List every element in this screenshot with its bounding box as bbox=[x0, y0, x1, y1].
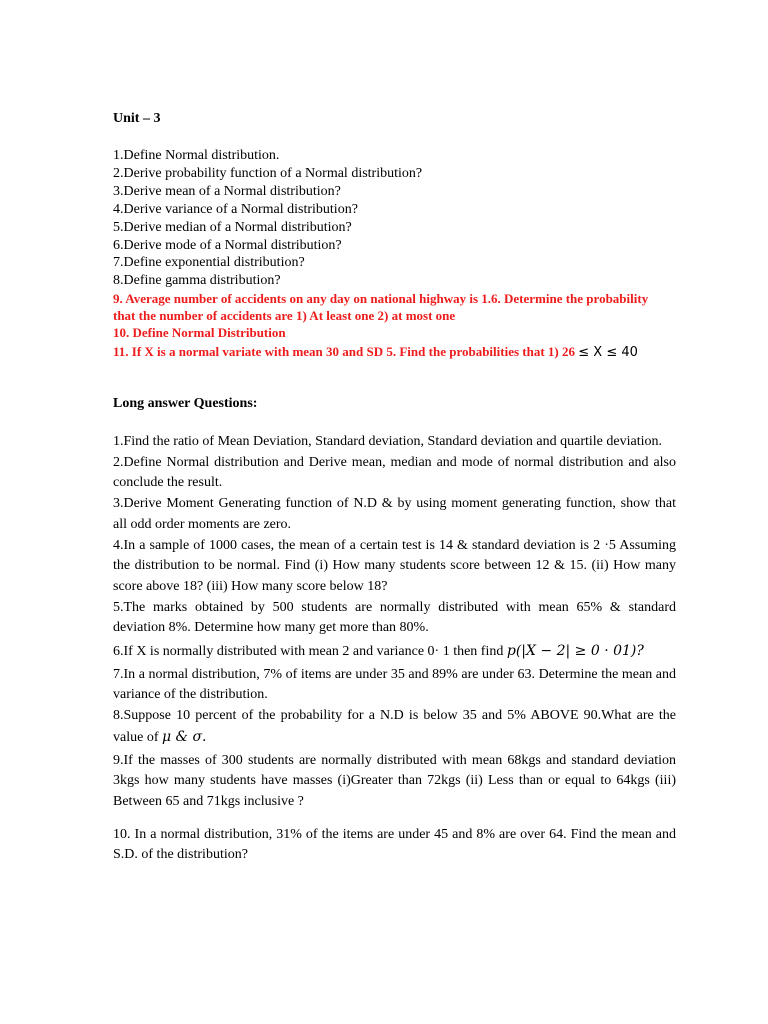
short-question-9: 9. Average number of accidents on any day on national highway is 1.6. Determine the probability that the number of accidents are 1) At least one 2) at most one bbox=[113, 291, 649, 324]
short-question-11 bbox=[113, 343, 653, 361]
long-question-8 bbox=[113, 706, 676, 748]
short-question-8: 8.Define gamma distribution? bbox=[113, 273, 281, 289]
short-question-2: 2.Derive probability function of a Normal distribution? bbox=[113, 165, 423, 181]
short-question-10: 10. Define Normal Distribution bbox=[113, 325, 286, 341]
long-question-4: 4.In a sample of 1000 cases, the mean of a certain test is 14 & standard deviation is 2 ·5 Assuming the distribution to be normal. Find (i) How many students score between 12 & 15. (ii) How many score above 18? (iii) How many score below 18? bbox=[113, 537, 676, 594]
short-question-6: 6.Derive mode of a Normal distribution? bbox=[113, 237, 342, 253]
long-question-9: 9.If the masses of 300 students are normally distributed with mean 68kgs and standard deviation 3kgs how many students have masses (i)Greater than 72kgs (ii) Less than or equal to 64kgs (iii) Between 65 and 71kgs inclusive ? bbox=[113, 752, 676, 809]
short-question-11-math: ≤ X ≤ 40 bbox=[578, 345, 638, 361]
long-question-10: 10. In a normal distribution, 31% of the items are under 45 and 8% are over 64. Find the mean and S.D. of the distribution? bbox=[113, 826, 676, 863]
short-question-3: 3.Derive mean of a Normal distribution? bbox=[113, 183, 341, 199]
short-question-5: 5.Derive median of a Normal distribution? bbox=[113, 219, 352, 235]
long-question-6-text: 6.If X is normally distributed with mean 2 and variance 0· 1 then find bbox=[113, 644, 504, 660]
long-question-2: 2.Define Normal distribution and Derive mean, median and mode of normal distribution and also conclude the result. bbox=[113, 454, 676, 491]
long-question-8-math: μ & σ. bbox=[161, 728, 207, 745]
unit-title: Unit – 3 bbox=[113, 111, 161, 126]
long-question-5: 5.The marks obtained by 500 students are normally distributed with mean 65% & standard deviation 8%. Determine how many get more than 80%. bbox=[113, 599, 676, 636]
short-question-11-text: 11. If X is a normal variate with mean 30 and SD 5. Find the probabilities that 1) 26 bbox=[113, 344, 576, 360]
long-question-1: 1.Find the ratio of Mean Deviation, Standard deviation, Standard deviation and quartile deviation. bbox=[113, 434, 662, 449]
short-question-4: 4.Derive variance of a Normal distribution? bbox=[113, 201, 358, 217]
long-question-list bbox=[113, 432, 676, 866]
short-question-list bbox=[113, 147, 713, 361]
long-question-8-text: 8.Suppose 10 percent of the probability for a N.D is below 35 and 5% ABOVE 90.What are the value of bbox=[113, 708, 676, 745]
long-question-7: 7.In a normal distribution, 7% of items are under 35 and 89% are under 63. Determine the mean and variance of the distribution. bbox=[113, 666, 676, 703]
long-question-6-math: p(|X − 2| ≥ 0 · 01)? bbox=[506, 643, 644, 660]
short-question-7: 7.Define exponential distribution? bbox=[113, 255, 305, 271]
long-answer-heading: Long answer Questions: bbox=[113, 396, 258, 411]
long-question-3: 3.Derive Moment Generating function of N.D & by using moment generating function, show that all odd order moments are zero. bbox=[113, 496, 676, 532]
short-question-1: 1.Define Normal distribution. bbox=[113, 148, 280, 163]
long-question-6 bbox=[113, 641, 676, 663]
